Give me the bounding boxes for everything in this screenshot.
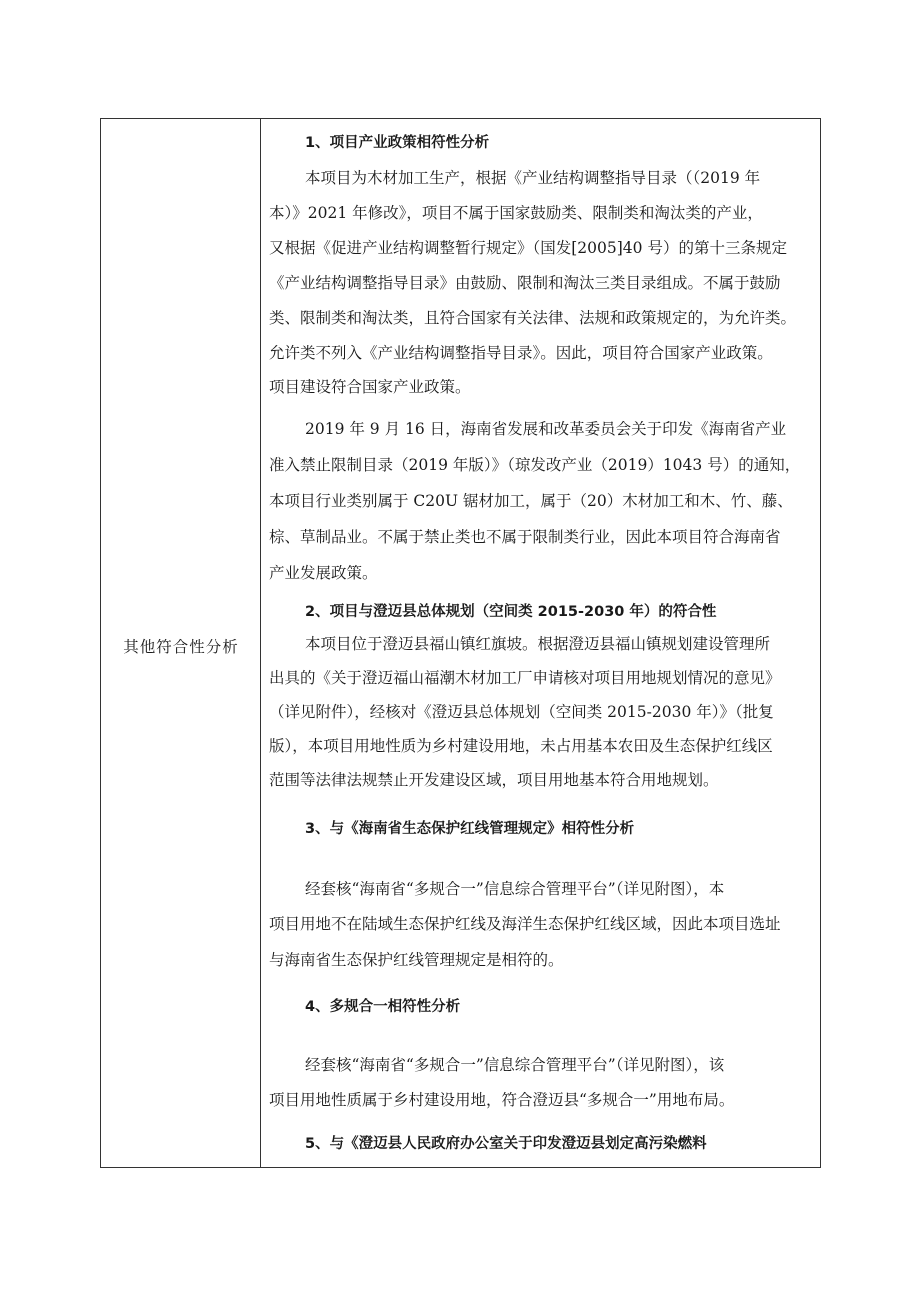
paragraph-line: 本项目为木材加工生产，根据《产业结构调整指导目录（（2019 年 [305,169,761,187]
paragraph-line: 经套核“海南省“多规合一”信息综合管理平台”（详见附图），该 [305,1056,725,1074]
paragraph-line: 类、限制类和淘汰类，且符合国家有关法律、法规和政策规定的，为允许类。 [269,309,797,327]
left-label-cell [101,119,261,1167]
paragraph-line: 2019 年 9 月 16 日，海南省发展和改革委员会关于印发《海南省产业 [305,420,787,438]
section-heading: 4、多规合一相符性分析 [305,999,461,1015]
paragraph-line: 《产业结构调整指导目录》由鼓励、限制和淘汰三类目录组成。不属于鼓励 [269,274,781,292]
content-cell [261,119,820,1167]
paragraph-line: 产业发展政策。 [269,564,378,582]
paragraph-line: 范围等法律法规禁止开发建设区域，项目用地基本符合用地规划。 [269,771,719,789]
section-heading: 1、项目产业政策相符性分析 [305,135,490,151]
paragraph-line: 经套核“海南省“多规合一”信息综合管理平台”（详见附图），本 [305,880,725,898]
paragraph-line: 项目用地不在陆域生态保护红线及海洋生态保护红线区域，因此本项目选址 [269,915,781,933]
section-heading: 3、与《海南省生态保护红线管理规定》相符性分析 [305,821,635,837]
paragraph-line: 出具的《关于澄迈福山福潮木材加工厂申请核对项目用地规划情况的意见》 [269,669,781,687]
paragraph-line: 准入禁止限制目录（2019 年版）》（琼发改产业（2019）1043 号）的通知， [269,456,801,474]
paragraph-line: （详见附件），经核对《澄迈县总体规划（空间类 2015-2030 年）》（批复 [269,703,774,721]
paragraph-line: 允许类不列入《产业结构调整指导目录》。因此，项目符合国家产业政策。 [269,344,773,362]
paragraph-line: 又根据《促进产业结构调整暂行规定》（国发[2005]40 号）的第十三条规定 [269,239,787,257]
paragraph-line: 版），本项目用地性质为乡村建设用地，未占用基本农田及生态保护红线区 [269,737,773,755]
section-heading: 5、与《澄迈县人民政府办公室关于印发澄迈县划定高污染燃料 [305,1136,707,1152]
paragraph-line: 项目建设符合国家产业政策。 [269,378,471,396]
paragraph-line: 本项目位于澄迈县福山镇红旗坡。根据澄迈县福山镇规划建设管理所 [305,635,771,653]
paragraph-line: 与海南省生态保护红线管理规定是相符的。 [269,951,564,969]
paragraph-line: 本）》2021 年修改》，项目不属于国家鼓励类、限制类和淘汰类的产业， [269,204,763,222]
analysis-table [100,118,821,1168]
section-heading: 2、项目与澄迈县总体规划（空间类 2015-2030 年）的符合性 [305,604,717,620]
paragraph-line: 项目用地性质属于乡村建设用地，符合澄迈县“多规合一”用地布局。 [269,1091,735,1109]
paragraph-line: 本项目行业类别属于 C20U 锯材加工，属于（20）木材加工和木、竹、藤、 [269,492,793,510]
paragraph-line: 棕、草制品业。不属于禁止类也不属于限制类行业，因此本项目符合海南省 [269,528,781,546]
row-label: 其他符合性分析 [123,638,239,656]
